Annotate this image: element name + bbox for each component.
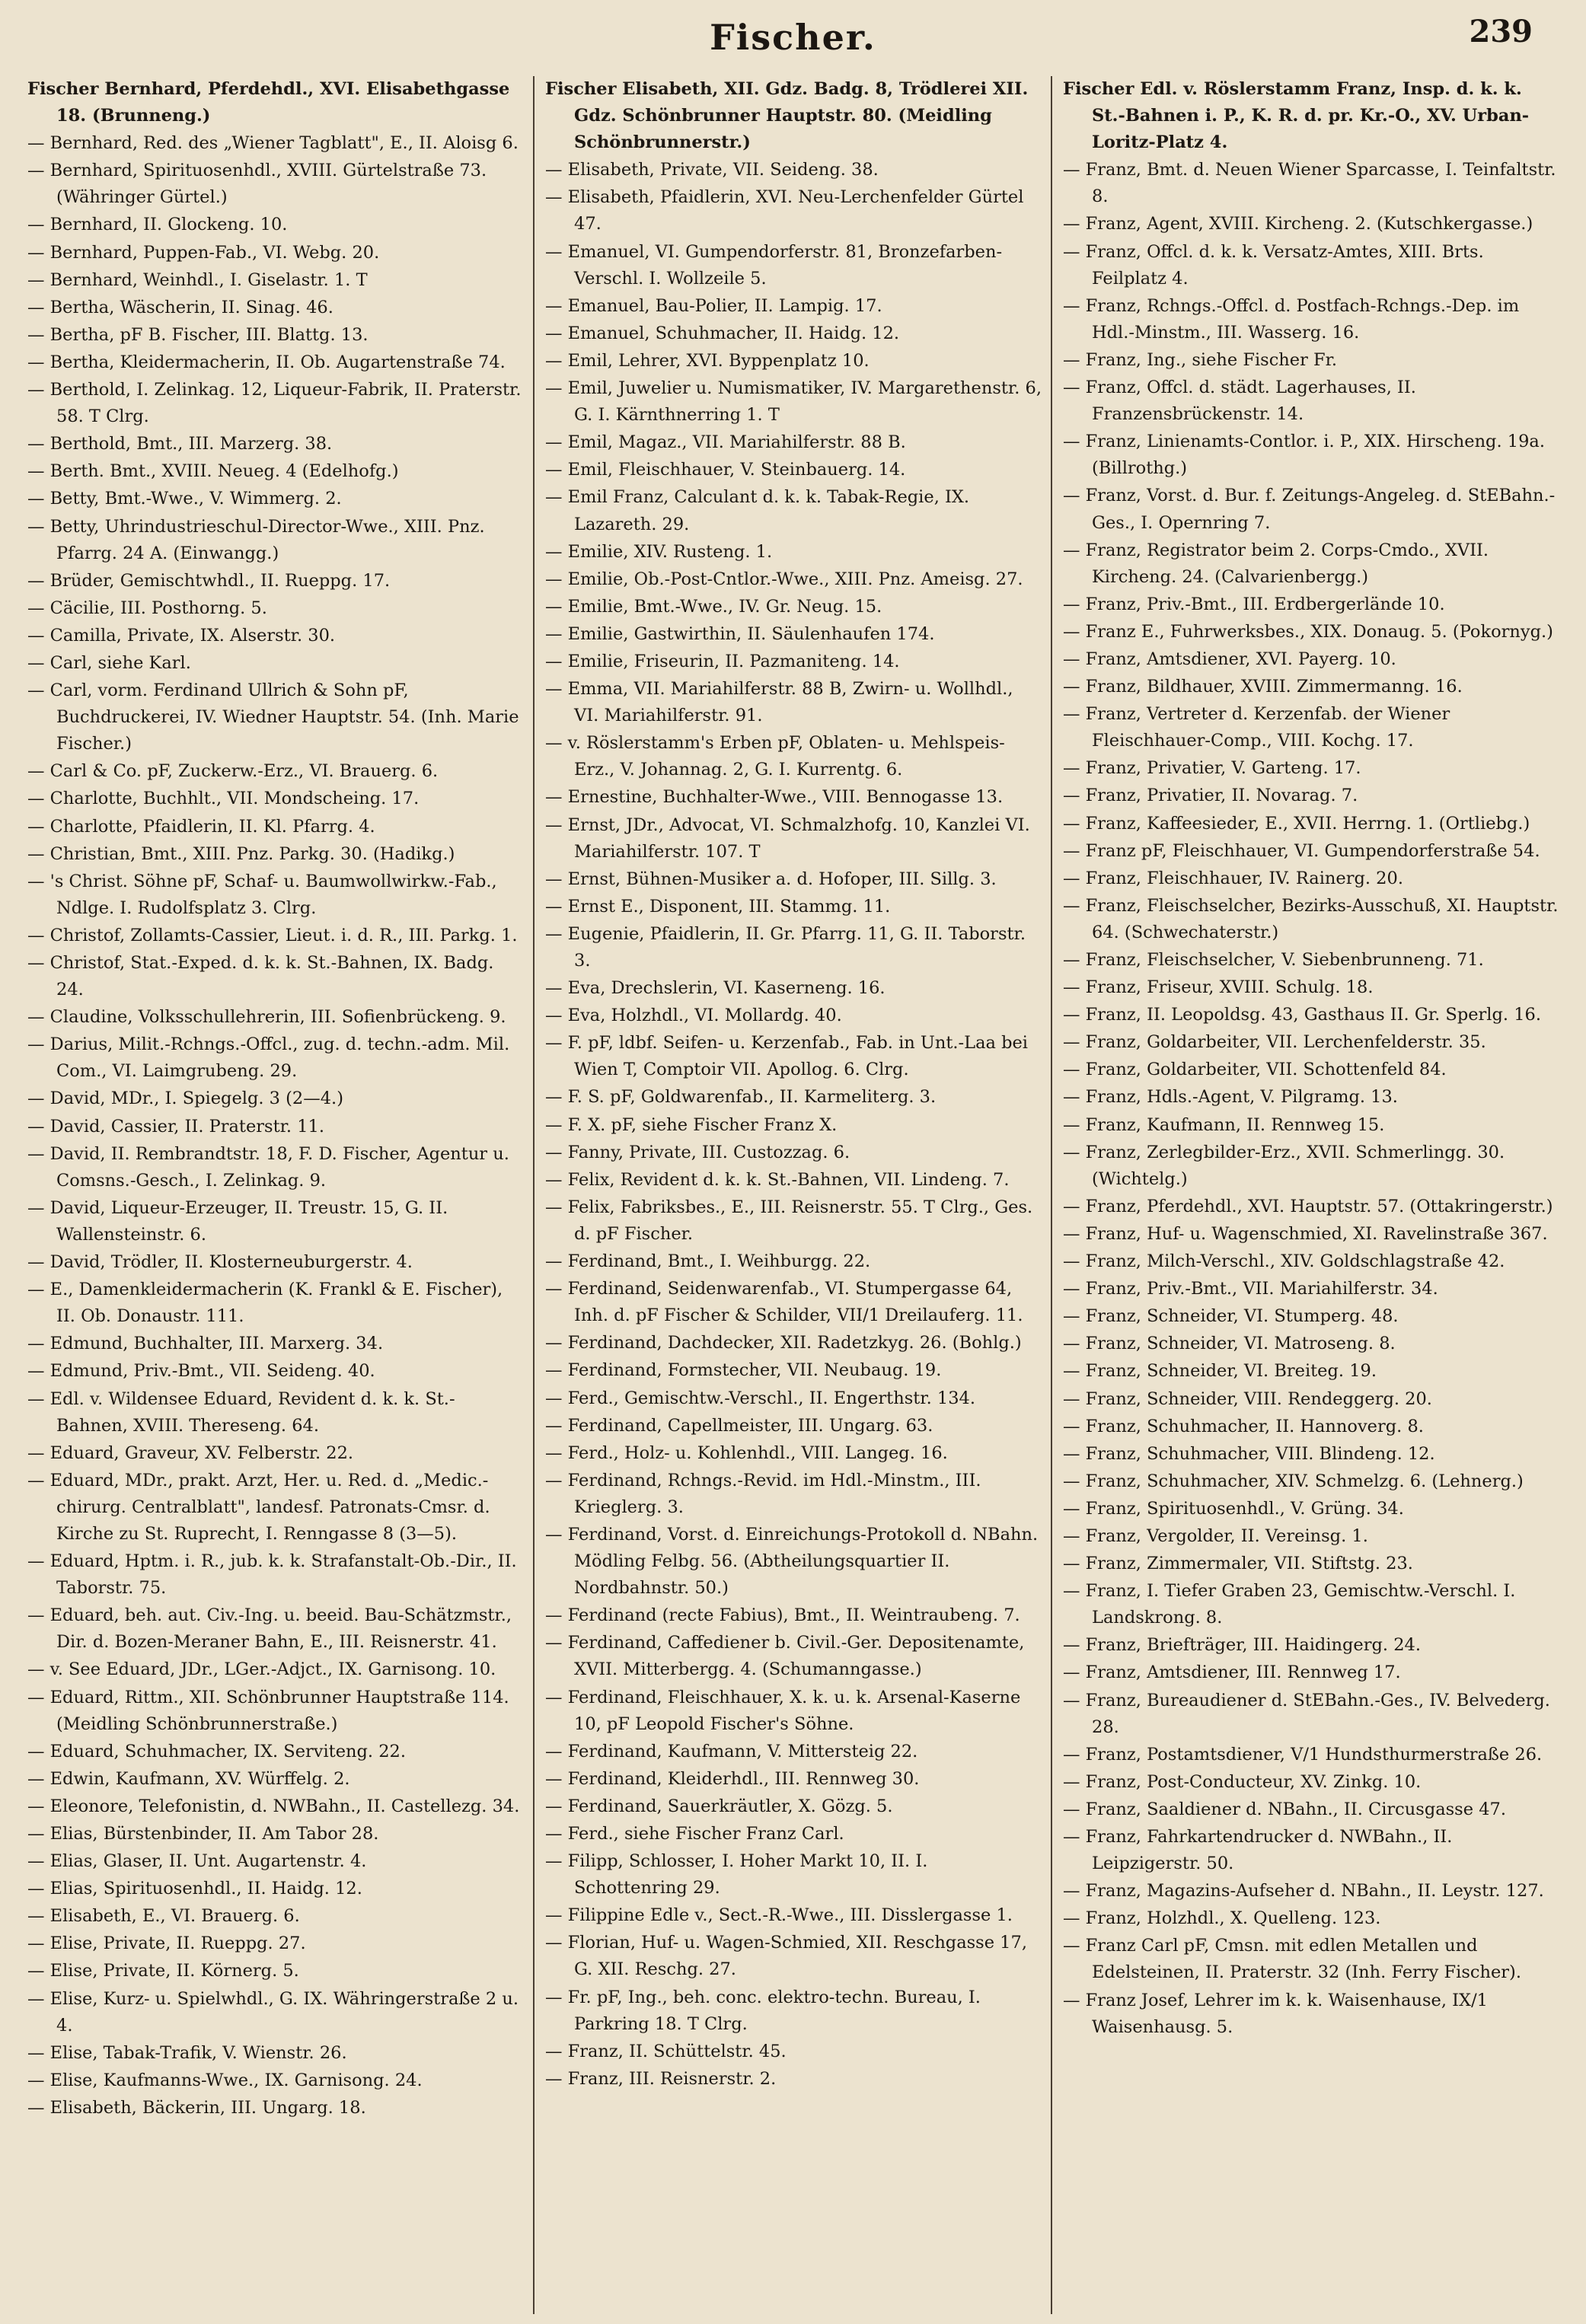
- directory-entry: — Franz, Schuhmacher, VIII. Blindeng. 12.: [1063, 1443, 1435, 1464]
- directory-entry: — Eduard, beh. aut. Civ.-Ing. u. beeid. Bau-Schätzmstr., Dir. d. Bozen-Meraner Bahn, E., III. Reisnerstr. 41.: [27, 1605, 512, 1653]
- directory-entry: — Franz, Offcl. d. städt. Lagerhauses, II. Franzensbrückenstr. 14.: [1063, 378, 1416, 425]
- directory-entry: — Edmund, Priv.-Bmt., VII. Seideng. 40.: [27, 1361, 375, 1382]
- directory-entry: — Franz, Pferdehdl., XVI. Hauptstr. 57. (Ottakringerstr.): [1063, 1196, 1553, 1216]
- directory-entry: — Ferdinand, Capellmeister, III. Ungarg. 63.: [545, 1415, 933, 1436]
- directory-entry: — Franz, Zerlegbilder-Erz., XVII. Schmerlingg. 30. (Wichtelg.): [1063, 1142, 1505, 1189]
- directory-entry: — Franz, Schneider, VIII. Rendeggerg. 20.: [1063, 1388, 1432, 1409]
- directory-entry: — Fanny, Private, III. Custozzag. 6.: [545, 1142, 850, 1162]
- directory-entry: — Franz Josef, Lehrer im k. k. Waisenhause, IX/1 Waisenhausg. 5.: [1063, 1990, 1488, 2037]
- directory-entry: — Franz, Schuhmacher, XIV. Schmelzg. 6. (Lehnerg.): [1063, 1471, 1524, 1491]
- directory-entry: — Franz, I. Tiefer Graben 23, Gemischtw.-Verschl. I. Landskrong. 8.: [1063, 1581, 1516, 1628]
- directory-entry: — Emil, Juwelier u. Numismatiker, IV. Margarethenstr. 6, G. I. Kärnthnerring 1. T: [545, 378, 1042, 426]
- directory-entry: — Emilie, Ob.-Post-Cntlor.-Wwe., XIII. Pnz. Ameisg. 27.: [545, 569, 1023, 589]
- directory-entry: — Franz, Vergolder, II. Vereinsg. 1.: [1063, 1525, 1368, 1546]
- directory-entry: — Franz, Goldarbeiter, VII. Lerchenfelderstr. 35.: [1063, 1032, 1486, 1053]
- directory-entry: — Franz pF, Fleischhauer, VI. Gumpendorferstraße 54.: [1063, 840, 1540, 861]
- directory-entry: — Darius, Milit.-Rchngs.-Offcl., zug. d. techn.-adm. Mil. Com., VI. Laimgrubeng. 29.: [27, 1034, 510, 1082]
- directory-entry: — David, Trödler, II. Klosterneuburgerstr. 4.: [27, 1252, 413, 1273]
- directory-entry: — David, Liqueur-Erzeuger, II. Treustr. 15, G. II. Wallensteinstr. 6.: [27, 1197, 448, 1245]
- directory-entry: — Franz, Privatier, V. Garteng. 17.: [1063, 758, 1361, 779]
- directory-entry: — 's Christ. Söhne pF, Schaf- u. Baumwollwirkw.-Fab., Ndlge. I. Rudolfsplatz 3. Clrg.: [27, 871, 497, 918]
- directory-entry: — Filipp, Schlosser, I. Hoher Markt 10, II. I. Schottenring 29.: [545, 1851, 928, 1898]
- directory-entry: — Franz, Postamtsdiener, V/1 Hundsthurmerstraße 26.: [1063, 1744, 1543, 1765]
- directory-entry: — Elise, Kurz- u. Spielwhdl., G. IX. Währingerstraße 2 u. 4.: [27, 1988, 519, 2035]
- directory-entry: — Christian, Bmt., XIII. Pnz. Parkg. 30. (Hadikg.): [27, 843, 455, 864]
- directory-entry: — Franz, Fahrkartendrucker d. NWBahn., II. Leipzigerstr. 50.: [1063, 1827, 1453, 1874]
- directory-entry: — Elise, Private, II. Rueppg. 27.: [27, 1933, 306, 1954]
- directory-entry: — Claudine, Volksschullehrerin, III. Sofienbrückeng. 9.: [27, 1007, 506, 1028]
- directory-entry: — Bernhard, Weinhdl., I. Giselastr. 1. T: [27, 269, 368, 290]
- directory-entry: — Eduard, Hptm. i. R., jub. k. k. Strafanstalt-Ob.-Dir., II. Taborstr. 75.: [27, 1551, 517, 1599]
- directory-entry: — Bertha, Kleidermacherin, II. Ob. Augartenstraße 74.: [27, 352, 506, 372]
- directory-entry: — F. X. pF, siehe Fischer Franz X.: [545, 1114, 838, 1135]
- directory-entry: — Franz, Huf- u. Wagenschmied, XI. Ravelinstraße 367.: [1063, 1223, 1548, 1244]
- directory-entry: — Edmund, Buchhalter, III. Marxerg. 34.: [27, 1334, 384, 1354]
- directory-entry: — Felix, Revident d. k. k. St.-Bahnen, VII. Lindeng. 7.: [545, 1169, 1010, 1190]
- directory-entry: — Emanuel, Schuhmacher, II. Haidg. 12.: [545, 323, 900, 343]
- directory-entry: — Ernst E., Disponent, III. Stammg. 11.: [545, 896, 891, 917]
- directory-entry: — Franz E., Fuhrwerksbes., XIX. Donaug. 5. (Pokornyg.): [1063, 621, 1553, 642]
- directory-entry: — Franz, Kaffeesieder, E., XVII. Herrng. 1. (Ortliebg.): [1063, 813, 1530, 834]
- directory-entry: — Edl. v. Wildensee Eduard, Revident d. k. k. St.-Bahnen, XVIII. Thereseng. 64.: [27, 1388, 455, 1436]
- directory-entry: — Florian, Huf- u. Wagen-Schmied, XII. Reschgasse 17, G. XII. Reschg. 27.: [545, 1933, 1027, 1980]
- directory-entry: — Elisabeth, Bäckerin, III. Ungarg. 18.: [27, 2097, 366, 2118]
- directory-entry: — Ferdinand, Kaufmann, V. Mittersteig 22.: [545, 1741, 918, 1761]
- directory-entry: — Berthold, I. Zelinkag. 12, Liqueur-Fabrik, II. Praterstr. 58. T Clrg.: [27, 380, 522, 427]
- directory-entry: — Franz, Hdls.-Agent, V. Pilgramg. 13.: [1063, 1087, 1398, 1108]
- directory-entry: — Ferdinand, Vorst. d. Einreichungs-Protokoll d. NBahn. Mödling Felbg. 56. (Abtheilungsquartier II. Nordbahnstr. 50.): [545, 1524, 1039, 1599]
- directory-entry: — Emanuel, Bau-Polier, II. Lampig. 17.: [545, 295, 882, 316]
- directory-entry: — Carl & Co. pF, Zuckerw.-Erz., VI. Brauerg. 6.: [27, 761, 439, 782]
- directory-entry: — Ferdinand, Dachdecker, XII. Radetzkyg. 26. (Bohlg.): [545, 1333, 1022, 1353]
- directory-entry: — Christof, Stat.-Exped. d. k. k. St.-Bahnen, IX. Badg. 24.: [27, 953, 494, 1000]
- directory-entry: — Emilie, Bmt.-Wwe., IV. Gr. Neug. 15.: [545, 596, 882, 617]
- directory-entry: — Elise, Tabak-Trafik, V. Wienstr. 26.: [27, 2042, 347, 2063]
- directory-entry: — Edwin, Kaufmann, XV. Würffelg. 2.: [27, 1768, 350, 1789]
- directory-column-2: [535, 76, 1052, 2314]
- directory-entry: — Franz, Schneider, VI. Breiteg. 19.: [1063, 1361, 1377, 1382]
- directory-entry: — Betty, Bmt.-Wwe., V. Wimmerg. 2.: [27, 489, 342, 509]
- directory-entry: — Betty, Uhrindustrieschul-Director-Wwe., XIII. Pnz. Pfarrg. 24 A. (Einwangg.): [27, 516, 485, 563]
- directory-entry: — Charlotte, Pfaidlerin, II. Kl. Pfarrg. 4.: [27, 816, 375, 837]
- page-number: 239: [1469, 14, 1533, 49]
- directory-entry: — Ferd., Gemischtw.-Verschl., II. Engerthstr. 134.: [545, 1388, 975, 1408]
- directory-entry: — Eleonore, Telefonistin, d. NWBahn., II. Castellezg. 34.: [27, 1796, 520, 1816]
- directory-entry: — Ferdinand, Formstecher, VII. Neubaug. 19.: [545, 1360, 942, 1381]
- directory-entry: — Camilla, Private, IX. Alserstr. 30.: [27, 625, 336, 646]
- directory-column-3: [1052, 76, 1570, 2314]
- directory-entry: — Carl, siehe Karl.: [27, 652, 191, 673]
- directory-entry: — Carl, vorm. Ferdinand Ullrich & Sohn pF, Buchdruckerei, IV. Wiedner Hauptstr. 54. (Inh. Marie Fischer.): [27, 681, 519, 754]
- directory-entry: — Emil, Lehrer, XVI. Byppenplatz 10.: [545, 350, 870, 371]
- directory-entry: — Ernst, JDr., Advocat, VI. Schmalzhofg. 10, Kanzlei VI. Mariahilferstr. 107. T: [545, 815, 1030, 862]
- directory-entry: — Franz, Schneider, VI. Stumperg. 48.: [1063, 1306, 1399, 1327]
- directory-entry: — Emanuel, VI. Gumpendorferstr. 81, Bronzefarben-Verschl. I. Wollzeile 5.: [545, 241, 1003, 289]
- directory-entry: — Charlotte, Buchhlt., VII. Mondscheing. 17.: [27, 789, 420, 809]
- directory-entry: — Franz, II. Schüttelstr. 45.: [545, 2041, 787, 2061]
- directory-entry: — Franz, Saaldiener d. NBahn., II. Circusgasse 47.: [1063, 1799, 1506, 1819]
- directory-entry: — Elias, Spirituosenhdl., II. Haidg. 12.: [27, 1879, 362, 1899]
- directory-entry: — v. See Eduard, JDr., LGer.-Adjct., IX. Garnisong. 10.: [27, 1659, 496, 1680]
- directory-entry: — Franz, Post-Conducteur, XV. Zinkg. 10.: [1063, 1771, 1422, 1792]
- directory-entry: — Franz, Fleischhauer, IV. Rainerg. 20.: [1063, 868, 1403, 888]
- directory-entry: — Franz, Friseur, XVIII. Schulg. 18.: [1063, 977, 1374, 998]
- directory-entry: — Filippine Edle v., Sect.-R.-Wwe., III. Disslergasse 1.: [545, 1905, 1013, 1926]
- directory-entry: — Eduard, Graveur, XV. Felberstr. 22.: [27, 1443, 354, 1463]
- directory-entry: — Elise, Kaufmanns-Wwe., IX. Garnisong. 24.: [27, 2070, 423, 2090]
- directory-entry: — Eduard, Schuhmacher, IX. Serviteng. 22.: [27, 1741, 407, 1761]
- page-header: [0, 0, 1586, 69]
- directory-entry: — Christof, Zollamts-Cassier, Lieut. i. d. R., III. Parkg. 1.: [27, 925, 518, 945]
- directory-entry: — Ferdinand, Seidenwarenfab., VI. Stumpergasse 64, Inh. d. pF Fischer & Schilder, VII/1 Dreilauferg. 11.: [545, 1279, 1023, 1326]
- directory-entry: — Franz, Kaufmann, II. Rennweg 15.: [1063, 1114, 1385, 1135]
- directory-entry: — Franz, III. Reisnerstr. 2.: [545, 2068, 777, 2089]
- directory-entry: — Franz, Vorst. d. Bur. f. Zeitungs-Angeleg. d. StEBahn.-Ges., I. Opernring 7.: [1063, 486, 1556, 533]
- directory-entry: — Franz, Offcl. d. k. k. Versatz-Amtes, XIII. Brts. Feilplatz 4.: [1063, 241, 1484, 289]
- directory-entry: — Emilie, XIV. Rusteng. 1.: [545, 541, 773, 562]
- directory-entry: — Franz, Milch-Verschl., XIV. Goldschlagstraße 42.: [1063, 1251, 1505, 1272]
- directory-entry: — Emilie, Friseurin, II. Pazmaniteng. 14.: [545, 651, 900, 671]
- directory-entry: — Emil Franz, Calculant d. k. k. Tabak-Regie, IX. Lazareth. 29.: [545, 487, 970, 534]
- directory-entry: — Franz, II. Leopoldsg. 43, Gasthaus II. Gr. Sperlg. 16.: [1063, 1005, 1541, 1025]
- directory-entry: — Elias, Bürstenbinder, II. Am Tabor 28.: [27, 1824, 379, 1844]
- directory-entry: — Franz Carl pF, Cmsn. mit edlen Metallen und Edelsteinen, II. Praterstr. 32 (Inh. Ferry Fischer).: [1063, 1936, 1521, 1983]
- directory-entry: — Franz, Linienamts-Contlor. i. P., XIX. Hirscheng. 19a. (Billrothg.): [1063, 432, 1545, 479]
- directory-entry: — David, II. Rembrandtstr. 18, F. D. Fischer, Agentur u. Comsns.-Gesch., I. Zelinkag. 9.: [27, 1143, 509, 1191]
- directory-entry: — Elias, Glaser, II. Unt. Augartenstr. 4.: [27, 1851, 367, 1872]
- directory-entry: — Ferdinand, Kleiderhdl., III. Rennweg 30.: [545, 1768, 920, 1789]
- directory-entry: — Bernhard, Spirituosenhdl., XVIII. Gürtelstraße 73. (Währinger Gürtel.): [27, 161, 487, 208]
- directory-entry: — Bernhard, II. Glockeng. 10.: [27, 215, 288, 235]
- directory-entry: — F. S. pF, Goldwarenfab., II. Karmeliterg. 3.: [545, 1087, 937, 1108]
- directory-entry: Fischer Edl. v. Röslerstamm Franz, Insp. d. k. k. St.-Bahnen i. P., K. R. d. pr. Kr.-O., XV. Urban-Loritz-Platz 4.: [1063, 79, 1530, 153]
- directory-entry: — Felix, Fabriksbes., E., III. Reisnerstr. 55. T Clrg., Ges. d. pF Fischer.: [545, 1197, 1033, 1244]
- directory-entry: — Emilie, Gastwirthin, II. Säulenhaufen 174.: [545, 623, 935, 644]
- directory-entry: — Franz, Privatier, II. Novarag. 7.: [1063, 786, 1358, 806]
- directory-entry: — Ferdinand, Fleischhauer, X. k. u. k. Arsenal-Kaserne 10, pF Leopold Fischer's Söhne.: [545, 1687, 1021, 1734]
- directory-entry: Fischer Elisabeth, XII. Gdz. Badg. 8, Trödlerei XII. Gdz. Schönbrunner Hauptstr. 80. (Meidling Schönbrunnerstr.): [545, 79, 1029, 153]
- directory-entry: — Franz, Briefträger, III. Haidingerg. 24.: [1063, 1635, 1421, 1656]
- directory-entry: — Ferd., Holz- u. Kohlenhdl., VIII. Langeg. 16.: [545, 1443, 948, 1463]
- directory-entry: — Berth. Bmt., XVIII. Neueg. 4 (Edelhofg.): [27, 461, 399, 482]
- directory-columns: [17, 76, 1570, 2314]
- directory-entry: — Emma, VII. Mariahilferstr. 88 B, Zwirn- u. Wollhdl., VI. Mariahilferstr. 91.: [545, 679, 1013, 726]
- directory-entry: — Franz, Goldarbeiter, VII. Schottenfeld 84.: [1063, 1060, 1447, 1080]
- directory-entry: — Eva, Holzhdl., VI. Mollardg. 40.: [545, 1006, 842, 1026]
- directory-entry: — Franz, Amtsdiener, XVI. Payerg. 10.: [1063, 649, 1396, 669]
- directory-entry: — Elise, Private, II. Körnerg. 5.: [27, 1961, 299, 1981]
- directory-entry: — Franz, Rchngs.-Offcl. d. Postfach-Rchngs.-Dep. im Hdl.-Minstm., III. Wasserg. 16.: [1063, 295, 1520, 343]
- directory-entry: — Elisabeth, Pfaidlerin, XVI. Neu-Lerchenfelder Gürtel 47.: [545, 187, 1024, 234]
- directory-entry: — Berthold, Bmt., III. Marzerg. 38.: [27, 434, 333, 454]
- directory-entry: — David, Cassier, II. Praterstr. 11.: [27, 1116, 325, 1136]
- directory-entry: — Franz, Priv.-Bmt., III. Erdbergerlände 10.: [1063, 594, 1445, 614]
- directory-entry: — Ernst, Bühnen-Musiker a. d. Hofoper, III. Sillg. 3.: [545, 869, 997, 889]
- directory-entry: — Franz, Registrator beim 2. Corps-Cmdo., XVII. Kircheng. 24. (Calvarienbergg.): [1063, 540, 1489, 587]
- directory-entry: — Franz, Spirituosenhdl., V. Grüng. 34.: [1063, 1498, 1404, 1519]
- directory-entry: — Franz, Vertreter d. Kerzenfab. der Wiener Fleischhauer-Comp., VIII. Kochg. 17.: [1063, 704, 1450, 751]
- directory-entry: — Bertha, Wäscherin, II. Sinag. 46.: [27, 297, 333, 317]
- directory-entry: — Franz, Holzhdl., X. Quelleng. 123.: [1063, 1908, 1381, 1929]
- directory-entry: — Emil, Magaz., VII. Mariahilferstr. 88 B.: [545, 432, 906, 453]
- directory-entry: Fischer Bernhard, Pferdehdl., XVI. Elisabethgasse 18. (Brunneng.): [27, 79, 510, 126]
- directory-entry: — v. Röslerstamm's Erben pF, Oblaten- u. Mehlspeis-Erz., V. Johannag. 2, G. I. Kurrentg. 6.: [545, 733, 1005, 780]
- directory-column-1: [17, 76, 535, 2314]
- directory-entry: — Franz, Schneider, VI. Matroseng. 8.: [1063, 1334, 1396, 1354]
- directory-entry: — Franz, Ing., siehe Fischer Fr.: [1063, 349, 1338, 370]
- directory-entry: — Bernhard, Red. des „Wiener Tagblatt", E., II. Aloisg 6.: [27, 133, 519, 154]
- directory-entry: — Franz, Bildhauer, XVIII. Zimmermanng. 16.: [1063, 677, 1463, 697]
- directory-entry: — Franz, Fleischselcher, Bezirks-Ausschuß, XI. Hauptstr. 64. (Schwechaterstr.): [1063, 895, 1559, 942]
- directory-entry: — Franz, Schuhmacher, II. Hannoverg. 8.: [1063, 1416, 1424, 1436]
- directory-entry: — Fr. pF, Ing., beh. conc. elektro-techn. Bureau, I. Parkring 18. T Clrg.: [545, 1987, 981, 2034]
- directory-entry: — Elisabeth, E., VI. Brauerg. 6.: [27, 1906, 300, 1927]
- directory-entry: — Ernestine, Buchhalter-Wwe., VIII. Bennogasse 13.: [545, 787, 1004, 808]
- directory-entry: — Elisabeth, Private, VII. Seideng. 38.: [545, 160, 879, 180]
- directory-entry: — Franz, Amtsdiener, III. Rennweg 17.: [1063, 1663, 1401, 1683]
- directory-entry: — Franz, Bmt. d. Neuen Wiener Sparcasse, I. Teinfaltstr. 8.: [1063, 160, 1556, 207]
- directory-entry: — Franz, Agent, XVIII. Kircheng. 2. (Kutschkergasse.): [1063, 214, 1533, 234]
- directory-entry: — F. pF, ldbf. Seifen- u. Kerzenfab., Fab. in Unt.-Laa bei Wien T, Comptoir VII. Apollog. 6. Clrg.: [545, 1033, 1028, 1080]
- directory-entry: — Emil, Fleischhauer, V. Steinbauerg. 14.: [545, 460, 906, 480]
- directory-entry: — Ferdinand, Bmt., I. Weihburgg. 22.: [545, 1251, 871, 1272]
- directory-entry: — Eduard, Rittm., XII. Schönbrunner Hauptstraße 114. (Meidling Schönbrunnerstraße.): [27, 1687, 509, 1734]
- directory-entry: — Eugenie, Pfaidlerin, II. Gr. Pfarrg. 11, G. II. Taborstr. 3.: [545, 923, 1026, 971]
- directory-entry: — Ferdinand, Rchngs.-Revid. im Hdl.-Minstm., III. Krieglerg. 3.: [545, 1470, 981, 1517]
- directory-entry: — Franz, Priv.-Bmt., VII. Mariahilferstr. 34.: [1063, 1279, 1438, 1299]
- directory-entry: — E., Damenkleidermacherin (K. Frankl & E. Fischer), II. Ob. Donaustr. 111.: [27, 1280, 503, 1327]
- directory-entry: — David, MDr., I. Spiegelg. 3 (2—4.): [27, 1089, 343, 1109]
- directory-entry: — Brüder, Gemischtwhdl., II. Rueppg. 17.: [27, 570, 391, 591]
- directory-entry: — Franz, Magazins-Aufseher d. NBahn., II. Leystr. 127.: [1063, 1881, 1544, 1902]
- directory-entry: — Ferdinand, Caffediener b. Civil.-Ger. Depositenamte, XVII. Mitterbergg. 4. (Schumanngasse.): [545, 1633, 1025, 1680]
- directory-entry: — Ferdinand (recte Fabius), Bmt., II. Weintraubeng. 7.: [545, 1605, 1020, 1626]
- directory-entry: — Ferd., siehe Fischer Franz Carl.: [545, 1824, 844, 1844]
- directory-entry: — Eduard, MDr., prakt. Arzt, Her. u. Red. d. „Medic.-chirurg. Centralblatt", landesf. Patronats-Cmsr. d. Kirche zu St. Ruprecht, I. Renngasse 8 (3—5).: [27, 1470, 490, 1544]
- directory-entry: — Cäcilie, III. Posthorng. 5.: [27, 598, 267, 618]
- directory-entry: — Franz, Bureaudiener d. StEBahn.-Ges., IV. Belvederg. 28.: [1063, 1690, 1550, 1737]
- page-title: Fischer.: [710, 17, 876, 58]
- directory-entry: — Franz, Fleischselcher, V. Siebenbrunneng. 71.: [1063, 950, 1484, 970]
- directory-entry: — Franz, Zimmermaler, VII. Stiftstg. 23.: [1063, 1554, 1413, 1574]
- directory-entry: — Bertha, pF B. Fischer, III. Blattg. 13.: [27, 324, 369, 345]
- directory-entry: — Ferdinand, Sauerkräutler, X. Gözg. 5.: [545, 1796, 893, 1816]
- directory-entry: — Bernhard, Puppen-Fab., VI. Webg. 20.: [27, 242, 380, 263]
- directory-entry: — Eva, Drechslerin, VI. Kaserneng. 16.: [545, 978, 886, 999]
